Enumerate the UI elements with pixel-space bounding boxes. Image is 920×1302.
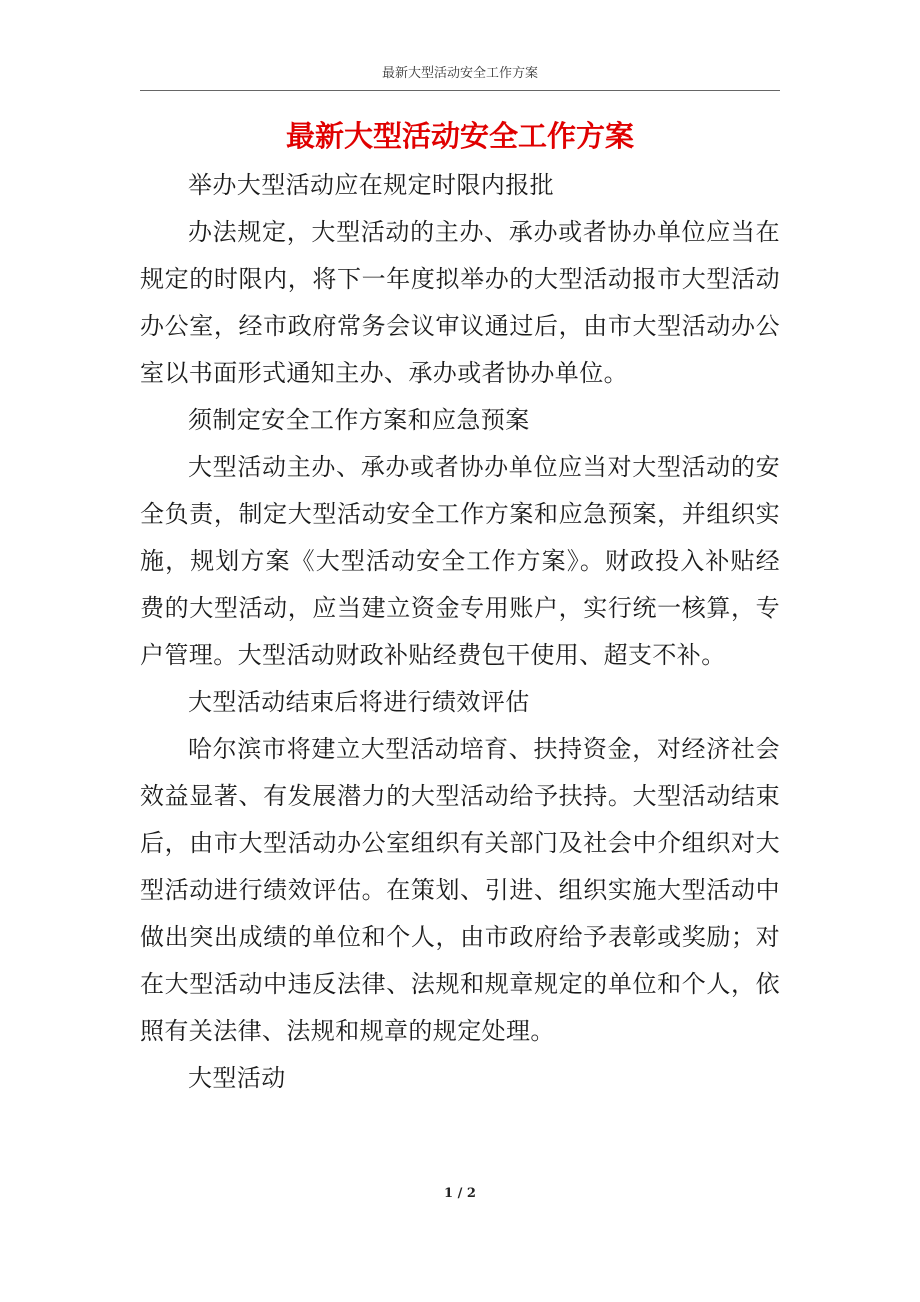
page-number: 1 / 2 bbox=[444, 1186, 476, 1201]
running-header: 最新大型活动安全工作方案 bbox=[381, 66, 538, 81]
header-divider bbox=[140, 90, 780, 91]
section-heading-large-events: 大型活动 bbox=[188, 1064, 286, 1092]
section-heading-safety-plan: 须制定安全工作方案和应急预案 bbox=[188, 406, 530, 434]
paragraph-safety-plan: 大型活动主办、承办或者协办单位应当对大型活动的安全负责，制定大型活动安全工作方案和应急预案，并组织实施，规划方案《大型活动安全工作方案》。财政投入补贴经费的大型活动，应当建立资金专用账户，实行统一核算，专户管理。大型活动财政补贴经费包干使用、超支不补。 bbox=[140, 453, 780, 669]
paragraph-approval: 办法规定，大型活动的主办、承办或者协办单位应当在规定的时限内，将下一年度拟举办的大型活动报市大型活动办公室，经市政府常务会议审议通过后，由市大型活动办公室以书面形式通知主办、承办或者协办单位。 bbox=[140, 218, 780, 387]
document-title: 最新大型活动安全工作方案 bbox=[285, 119, 634, 153]
section-heading-approval: 举办大型活动应在规定时限内报批 bbox=[188, 171, 554, 199]
section-heading-evaluation: 大型活动结束后将进行绩效评估 bbox=[188, 688, 530, 716]
document-body bbox=[140, 162, 780, 1102]
paragraph-evaluation: 哈尔滨市将建立大型活动培育、扶持资金，对经济社会效益显著、有发展潜力的大型活动给予扶持。大型活动结束后，由市大型活动办公室组织有关部门及社会中介组织对大型活动进行绩效评估。在策划、引进、组织实施大型活动中做出突出成绩的单位和个人，由市政府给予表彰或奖励；对在大型活动中违反法律、法规和规章规定的单位和个人，依照有关法律、法规和规章的规定处理。 bbox=[140, 735, 780, 1045]
